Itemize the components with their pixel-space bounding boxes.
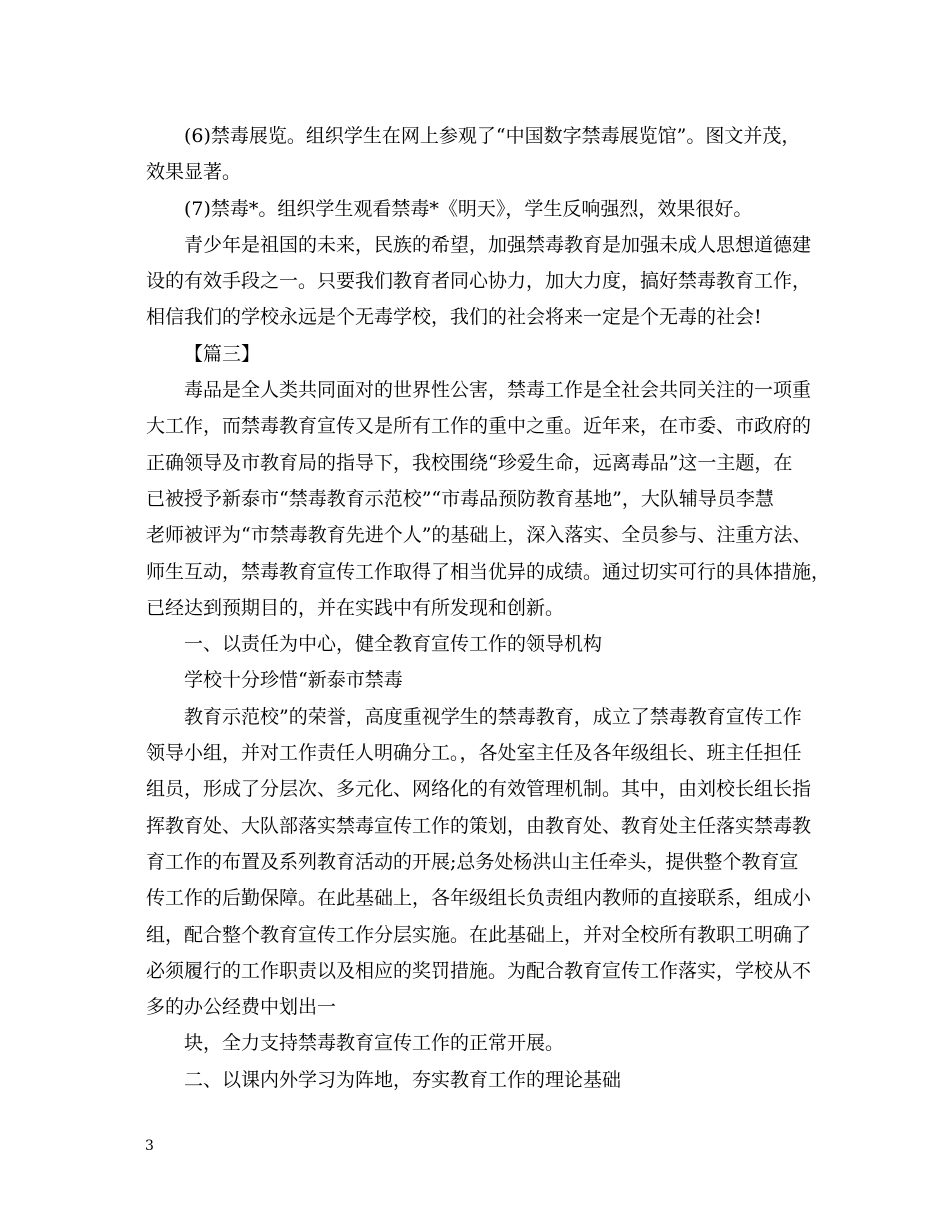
paragraph-line: 效果显著。 (146, 161, 242, 184)
paragraph-line: 大工作，而禁毒教育宣传又是所有工作的重中之重。近年来，在市委、市政府的 (146, 415, 812, 438)
paragraph-line: 育工作的布置及系列教育活动的开展;总务处杨洪山主任牵头，提供整个教育宣 (146, 850, 799, 873)
paragraph-line: 挥教育处、大队部落实禁毒宣传工作的策划，由教育处、教育处主任落实禁毒教 (146, 814, 812, 837)
paragraph-line: 设的有效手段之一。只要我们教育者同心协力，加大力度，搞好禁毒教育工作， (146, 270, 812, 293)
paragraph-line: 组，配合整个教育宣传工作分层实施。在此基础上，并对全校所有教职工明确了 (146, 923, 812, 946)
paragraph-line: 已经达到预期目的，并在实践中有所发现和创新。 (146, 596, 565, 619)
document-body (146, 118, 831, 1098)
paragraph-line: 师生互动，禁毒教育宣传工作取得了相当优异的成绩。通过切实可行的具体措施， (146, 560, 831, 583)
paragraph-line: 青少年是祖国的未来，民族的希望，加强禁毒教育是加强未成人思想道德建 (184, 233, 812, 256)
section-heading: 一、以责任为中心，健全教育宣传工作的领导机构 (184, 633, 603, 656)
section-heading: 二、以课内外学习为阵地，夯实教育工作的理论基础 (184, 1068, 622, 1091)
paragraph-line: 毒品是全人类共同面对的世界性公害，禁毒工作是全社会共同关注的一项重 (184, 379, 812, 402)
paragraph-line: 传工作的后勤保障。在此基础上，各年级组长负责组内教师的直接联系，组成小 (146, 887, 812, 910)
paragraph-line: 必须履行的工作职责以及相应的奖罚措施。为配合教育宣传工作落实，学校从不 (146, 959, 812, 982)
paragraph-line: 教育示范校”的荣誉，高度重视学生的禁毒教育，成立了禁毒教育宣传工作 (184, 705, 802, 728)
paragraph-line: 已被授予新泰市“禁毒教育示范校”“市毒品预防教育基地”，大队辅导员李慧 (146, 487, 774, 510)
paragraph-line: 学校十分珍惜“新泰市禁毒 (184, 669, 403, 692)
paragraph-line: 组员，形成了分层次、多元化、网络化的有效管理机制。其中，由刘校长组长指 (146, 778, 812, 801)
paragraph-line: (7)禁毒*。组织学生观看禁毒*《明天》，学生反响强烈，效果很好。 (184, 197, 753, 220)
section-heading: 【篇三】 (184, 342, 261, 365)
paragraph-line: 块，全力支持禁毒教育宣传工作的正常开展。 (184, 1032, 565, 1055)
paragraph-line: 正确领导及市教育局的指导下，我校围绕“珍爱生命，远离毒品”这一主题，在 (146, 451, 793, 474)
paragraph-line: 相信我们的学校永远是个无毒学校，我们的社会将来一定是个无毒的社会! (146, 306, 762, 329)
paragraph-line: 多的办公经费中划出一 (146, 996, 337, 1019)
paragraph-line: 领导小组，并对工作责任人明确分工。，各处室主任及各年级组长、班主任担任 (146, 742, 802, 765)
page-number: 3 (145, 1138, 154, 1154)
paragraph-line: (6)禁毒展览。组织学生在网上参观了“中国数字禁毒展览馆”。图文并茂， (184, 125, 801, 147)
paragraph-line: 老师被评为“市禁毒教育先进个人”的基础上，深入落实、全员参与、注重方法、 (146, 524, 812, 547)
